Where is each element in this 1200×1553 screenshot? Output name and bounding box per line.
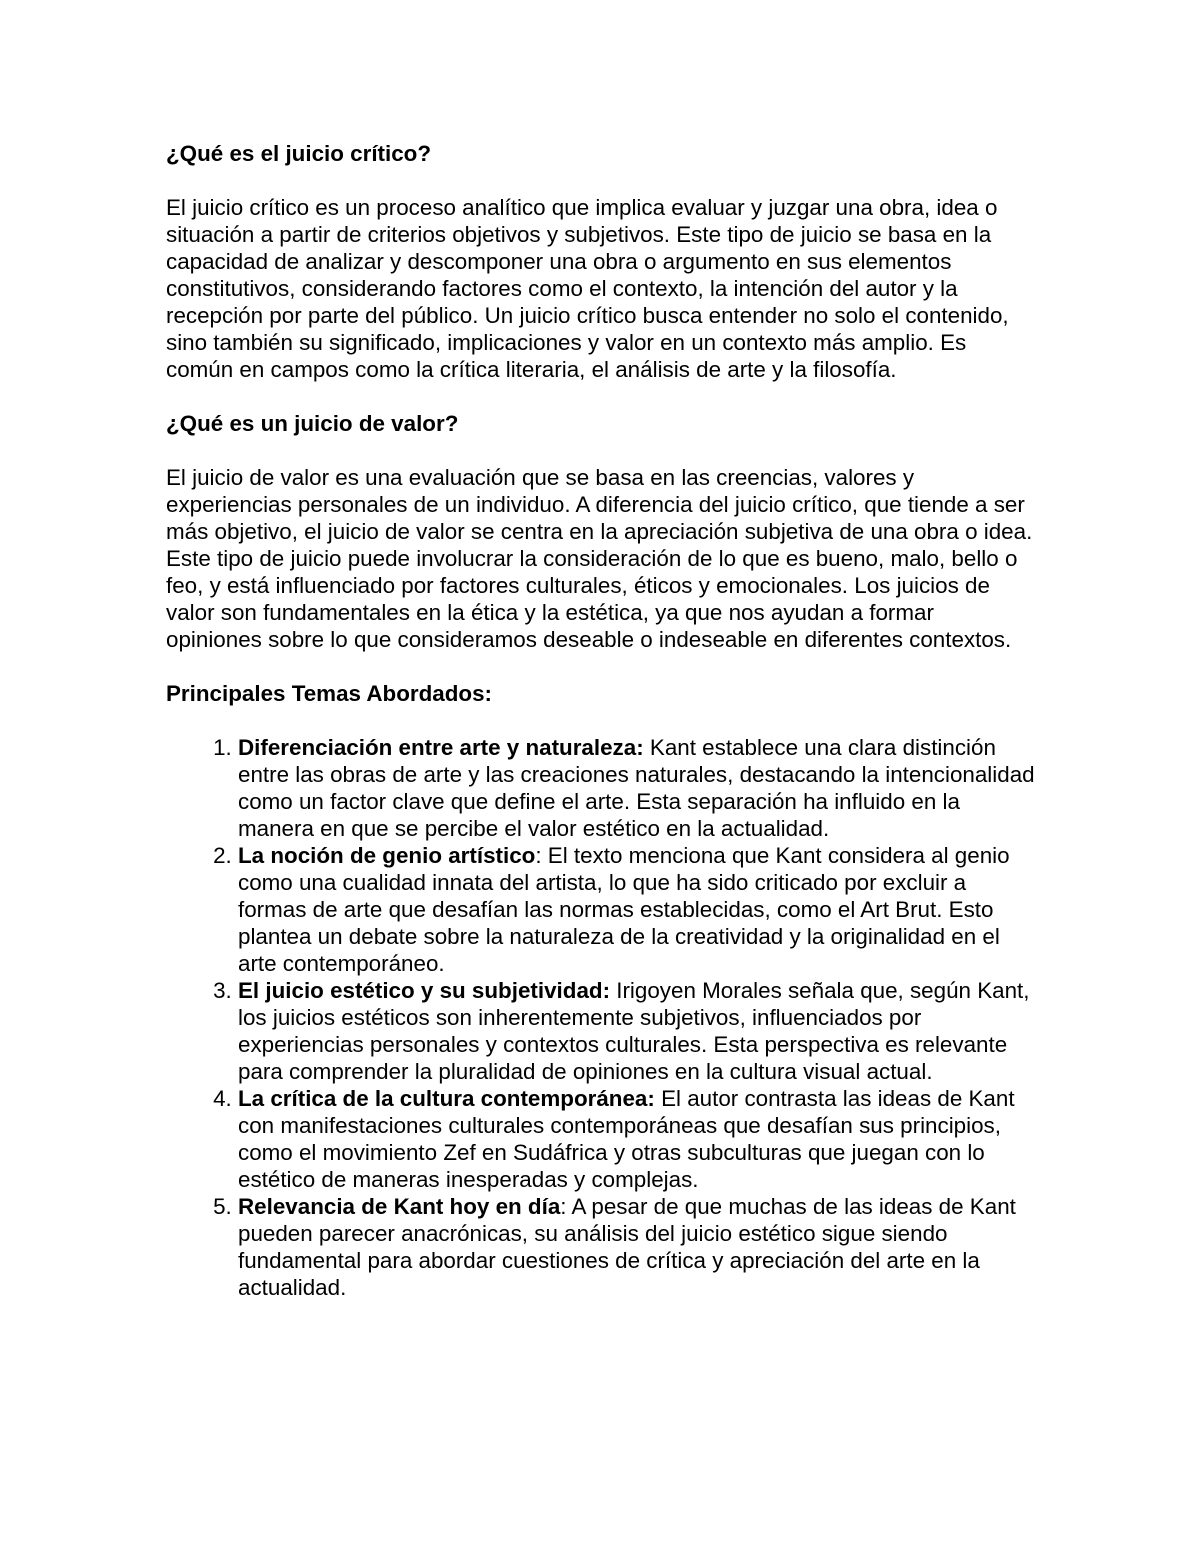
list-item-term: La crítica de la cultura contemporánea: — [238, 1086, 655, 1111]
list-item-text: : El texto menciona que Kant considera al genio como una cualidad innata del artista, lo que ha sido criticado por excluir a formas de arte que desafían las normas establecidas, como el Art Brut. Esto plantea un debate sobre la naturaleza de la creatividad y la originalidad en el arte contemporáneo. — [238, 843, 1010, 976]
list-item-term: Diferenciación entre arte y naturaleza: — [238, 735, 644, 760]
list-item-text: El autor contrasta las ideas de Kant con manifestaciones culturales contemporáneas que desafían sus principios, como el movimiento Zef en Sudáfrica y otras subculturas que juegan con lo estético de maneras inesperadas y complejas. — [238, 1086, 1015, 1192]
paragraph-juicio-de-valor: El juicio de valor es una evaluación que se basa en las creencias, valores y experiencias personales de un individuo. A diferencia del juicio crítico, que tiende a ser más objetivo, el juicio de valor se centra en la apreciación subjetiva de una obra o idea. Este tipo de juicio puede involucrar la consideración de lo que es bueno, malo, bello o feo, y está influenciado por factores culturales, éticos y emocionales. Los juicios de valor son fundamentales en la ética y la estética, ya que nos ayudan a formar opiniones sobre lo que consideramos deseable o indeseable en diferentes contextos. — [166, 465, 1033, 652]
list-item-text: Irigoyen Morales señala que, según Kant, los juicios estéticos son inherentemente subjetivos, influenciados por experiencias personales y contextos culturales. Esta perspectiva es relevante para comprender la pluralidad de opiniones en la cultura visual actual. — [238, 978, 1030, 1084]
list-item — [238, 842, 1036, 977]
paragraph-juicio-critico: El juicio crítico es un proceso analítico que implica evaluar y juzgar una obra, idea o situación a partir de criterios objetivos y subjetivos. Este tipo de juicio se basa en la capacidad de analizar y descomponer una obra o argumento en sus elementos constitutivos, considerando factores como el contexto, la intención del autor y la recepción por parte del público. Un juicio crítico busca entender no solo el contenido, sino también su significado, implicaciones y valor en un contexto más amplio. Es común en campos como la crítica literaria, el análisis de arte y la filosofía. — [166, 195, 1009, 382]
list-item-text: : A pesar de que muchas de las ideas de Kant pueden parecer anacrónicas, su análisis del juicio estético sigue siendo fundamental para abordar cuestiones de crítica y apreciación del arte en la actualidad. — [238, 1194, 1016, 1300]
list-item-term: La noción de genio artístico — [238, 843, 536, 868]
document-body — [166, 140, 1036, 1301]
list-item-term: El juicio estético y su subjetividad: — [238, 978, 611, 1003]
heading-temas-abordados: Principales Temas Abordados: — [166, 681, 492, 706]
list-item — [238, 1085, 1036, 1193]
heading-juicio-critico: ¿Qué es el juicio crítico? — [166, 141, 432, 166]
list-item-text: Kant establece una clara distinción entre las obras de arte y las creaciones naturales, destacando la intencionalidad como un factor clave que define el arte. Esta separación ha influido en la manera en que se percibe el valor estético en la actualidad. — [238, 735, 1035, 841]
list-item — [238, 734, 1036, 842]
list-item-term: Relevancia de Kant hoy en día — [238, 1194, 561, 1219]
heading-juicio-de-valor: ¿Qué es un juicio de valor? — [166, 411, 459, 436]
list-item — [238, 977, 1036, 1085]
topics-list — [166, 734, 1036, 1301]
list-item — [238, 1193, 1036, 1301]
